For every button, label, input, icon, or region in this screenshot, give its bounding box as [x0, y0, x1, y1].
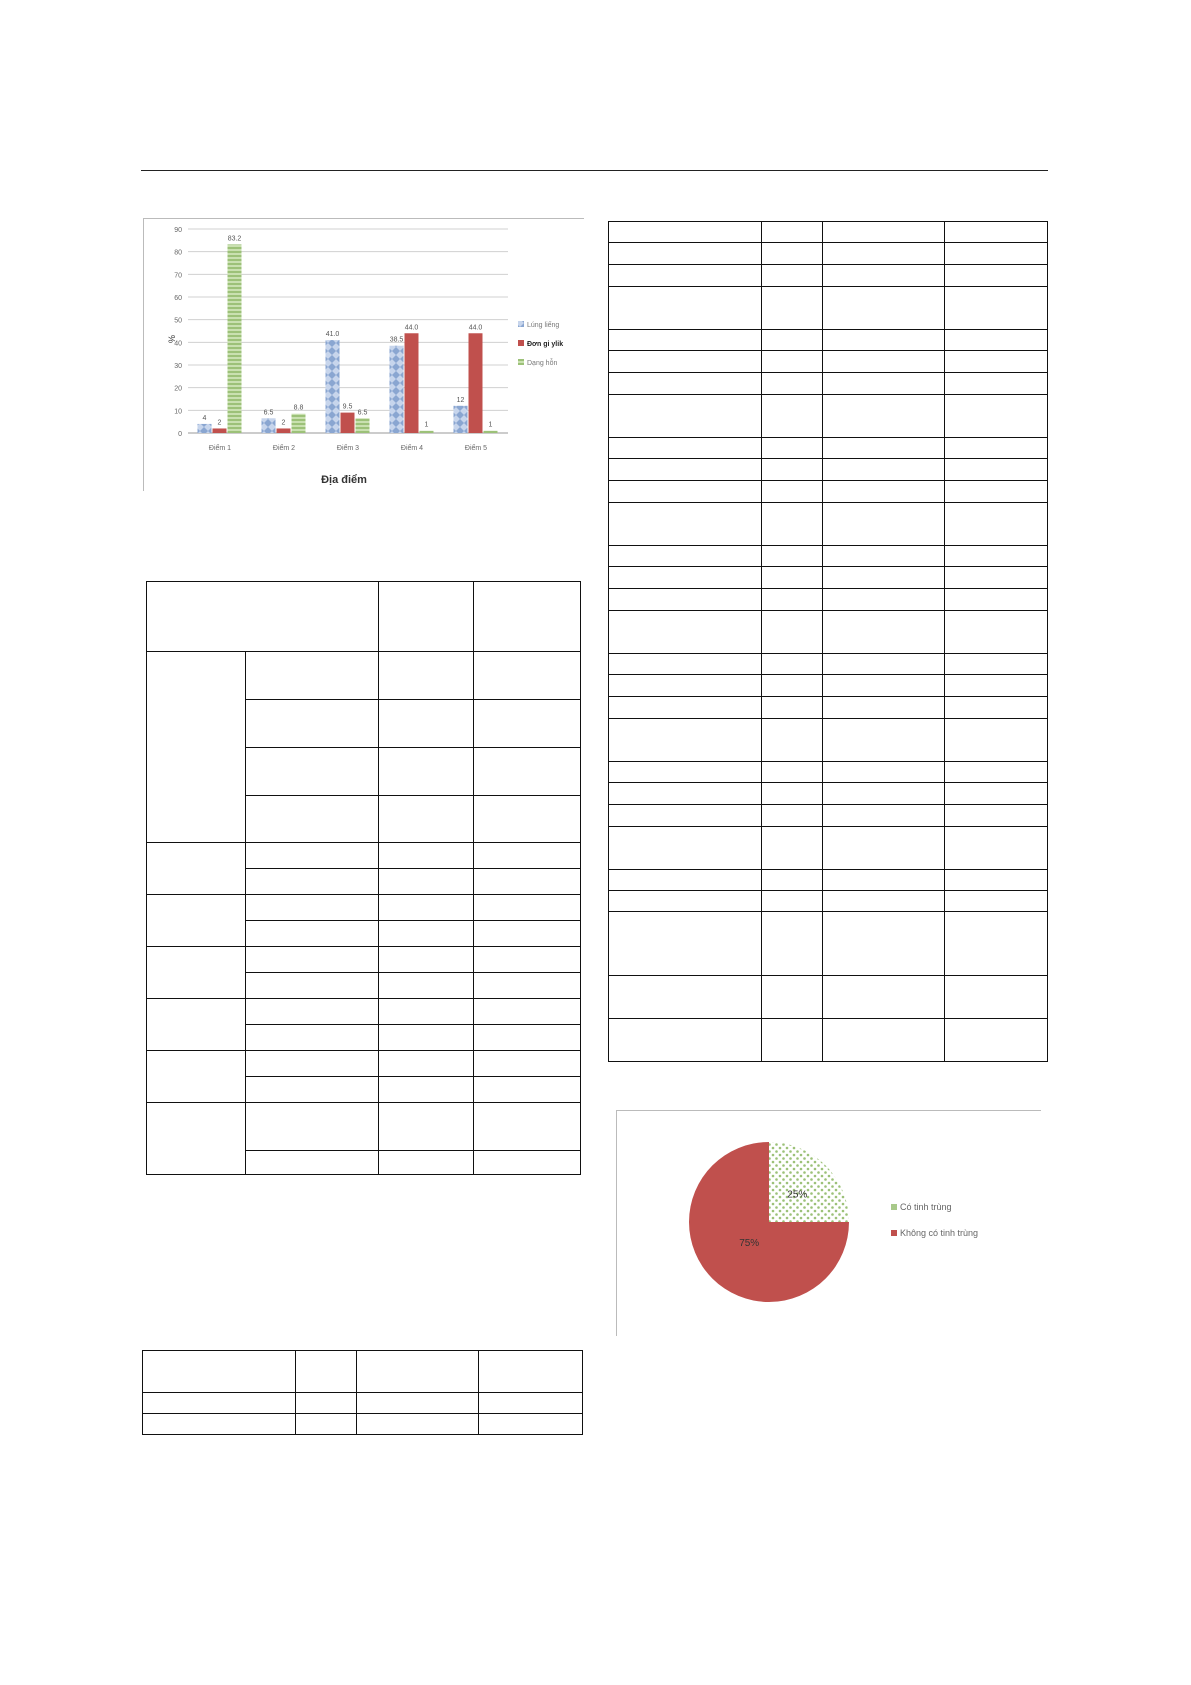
bar-chart-data-label: 44.0: [468, 324, 483, 332]
bar-chart-legend-label: Lúng liếng: [527, 322, 560, 329]
bar-chart-ytick: 70: [174, 272, 182, 280]
pie-chart-svg: [617, 1111, 1041, 1336]
pie-chart-value-label: 25%: [787, 1189, 808, 1201]
bar-chart-xlabel: Địa điểm: [321, 474, 367, 486]
table-row: [609, 481, 1048, 503]
table-row: [609, 654, 1048, 675]
left-table-2: [142, 1350, 583, 1435]
bar-chart-category-label: Điểm 1: [208, 445, 232, 452]
table-row: [609, 912, 1048, 976]
table-row: [609, 546, 1048, 567]
bar-chart-bar: [326, 340, 340, 433]
table-row: [609, 827, 1048, 870]
pie-chart-slice: [769, 1142, 849, 1222]
table-row: [609, 589, 1048, 611]
bar-chart-bar: [262, 418, 276, 433]
table-row: [609, 870, 1048, 891]
table-row: [609, 395, 1048, 438]
bar-chart-bar: [484, 431, 498, 433]
header-rule: [141, 170, 1048, 171]
table-row: [609, 891, 1048, 912]
table-row: [609, 762, 1048, 783]
bar-chart-legend-label: Dạng hỗn: [527, 360, 558, 367]
left-table-1: [146, 581, 581, 1175]
table-row: [609, 1019, 1048, 1062]
bar-chart-ytick: 10: [174, 408, 182, 416]
table-row: [147, 652, 581, 700]
pie-chart-legend-swatch: [891, 1230, 897, 1236]
table-row: [147, 999, 581, 1025]
bar-chart-bar: [405, 333, 419, 433]
bar-chart-ytick: 30: [174, 363, 182, 370]
table-row: [609, 222, 1048, 243]
bar-chart-data-label: 2: [281, 419, 286, 427]
bar-chart-ytick: 90: [174, 227, 182, 234]
table-row: [609, 611, 1048, 654]
table-row: [609, 265, 1048, 287]
table-row: [147, 895, 581, 921]
bar-chart-data-label: 12: [456, 396, 465, 404]
bar-chart-data-label: 38.5: [389, 336, 404, 344]
bar-chart-svg: [144, 219, 584, 491]
bar-chart-legend-swatch: [518, 321, 524, 327]
bar-chart-data-label: 4: [202, 414, 207, 422]
right-table: [608, 221, 1048, 1062]
bar-chart-ytick: 80: [174, 249, 182, 257]
bar-chart-legend-swatch: [518, 340, 524, 346]
bar-chart-bar: [341, 413, 355, 433]
table-row: [147, 582, 581, 652]
table-row: [147, 947, 581, 973]
table-row: [609, 976, 1048, 1019]
bar-chart-bar: [292, 414, 306, 433]
bar-chart-ytick: 0: [178, 431, 182, 438]
table-row: [609, 330, 1048, 351]
bar-chart-ytick: 50: [174, 317, 182, 325]
bar-chart-bar: [469, 333, 483, 433]
table-row: [609, 805, 1048, 827]
bar-chart-data-label: 41.0: [325, 331, 340, 339]
table-row: [143, 1393, 583, 1414]
table-row: [147, 1103, 581, 1151]
bar-chart-category-label: Điểm 2: [272, 445, 296, 452]
pie-chart-legend-swatch: [891, 1204, 897, 1210]
bar-chart-data-label: 1: [424, 421, 429, 429]
bar-chart-bar: [454, 406, 468, 433]
table-row: [147, 843, 581, 869]
bar-chart-ytick: 40: [174, 340, 182, 348]
bar-chart-category-label: Điểm 3: [336, 445, 360, 452]
bar-chart-bar: [420, 431, 434, 433]
table-row: [609, 438, 1048, 459]
bar-chart-category-label: Điểm 4: [400, 445, 424, 452]
pie-chart: [616, 1110, 1041, 1336]
table-row: [609, 783, 1048, 805]
bar-chart-bar: [277, 428, 291, 433]
bar-chart-data-label: 44.0: [404, 324, 419, 332]
table-row: [147, 1051, 581, 1077]
table-row: [609, 459, 1048, 481]
bar-chart-data-label: 6.5: [357, 409, 368, 417]
table-row: [609, 503, 1048, 546]
bar-chart-ytick: 60: [174, 295, 182, 302]
bar-chart-bar: [228, 244, 242, 433]
table-row: [609, 697, 1048, 719]
table-row: [609, 567, 1048, 589]
bar-chart-bar: [390, 346, 404, 433]
bar-chart-bar: [356, 418, 370, 433]
table-row: [609, 373, 1048, 395]
table-row: [609, 287, 1048, 330]
bar-chart-data-label: 8.8: [293, 404, 304, 412]
pie-chart-legend-label: Không có tinh trùng: [900, 1228, 979, 1238]
bar-chart-bar: [213, 428, 227, 433]
pie-chart-value-label: 75%: [739, 1237, 760, 1249]
table-row: [609, 675, 1048, 697]
bar-chart-data-label: 2: [217, 419, 222, 427]
bar-chart-data-label: 6.5: [263, 409, 274, 417]
bar-chart-ytick: 20: [174, 385, 182, 393]
bar-chart-legend-swatch: [518, 359, 524, 365]
table-row: [609, 243, 1048, 265]
bar-chart-category-label: Điểm 5: [464, 445, 488, 452]
bar-chart-ylabel: %: [167, 334, 177, 344]
bar-chart: [143, 218, 584, 491]
bar-chart-bar: [198, 424, 212, 433]
table-row: [143, 1351, 583, 1393]
table-row: [143, 1414, 583, 1435]
table-row: [609, 351, 1048, 373]
pie-chart-legend-label: Có tinh trùng: [900, 1202, 952, 1212]
bar-chart-data-label: 83.2: [227, 235, 242, 243]
table-row: [609, 719, 1048, 762]
bar-chart-legend-label: Đơn gi ylik: [527, 341, 564, 348]
bar-chart-data-label: 1: [488, 421, 493, 429]
bar-chart-data-label: 9.5: [342, 403, 353, 411]
